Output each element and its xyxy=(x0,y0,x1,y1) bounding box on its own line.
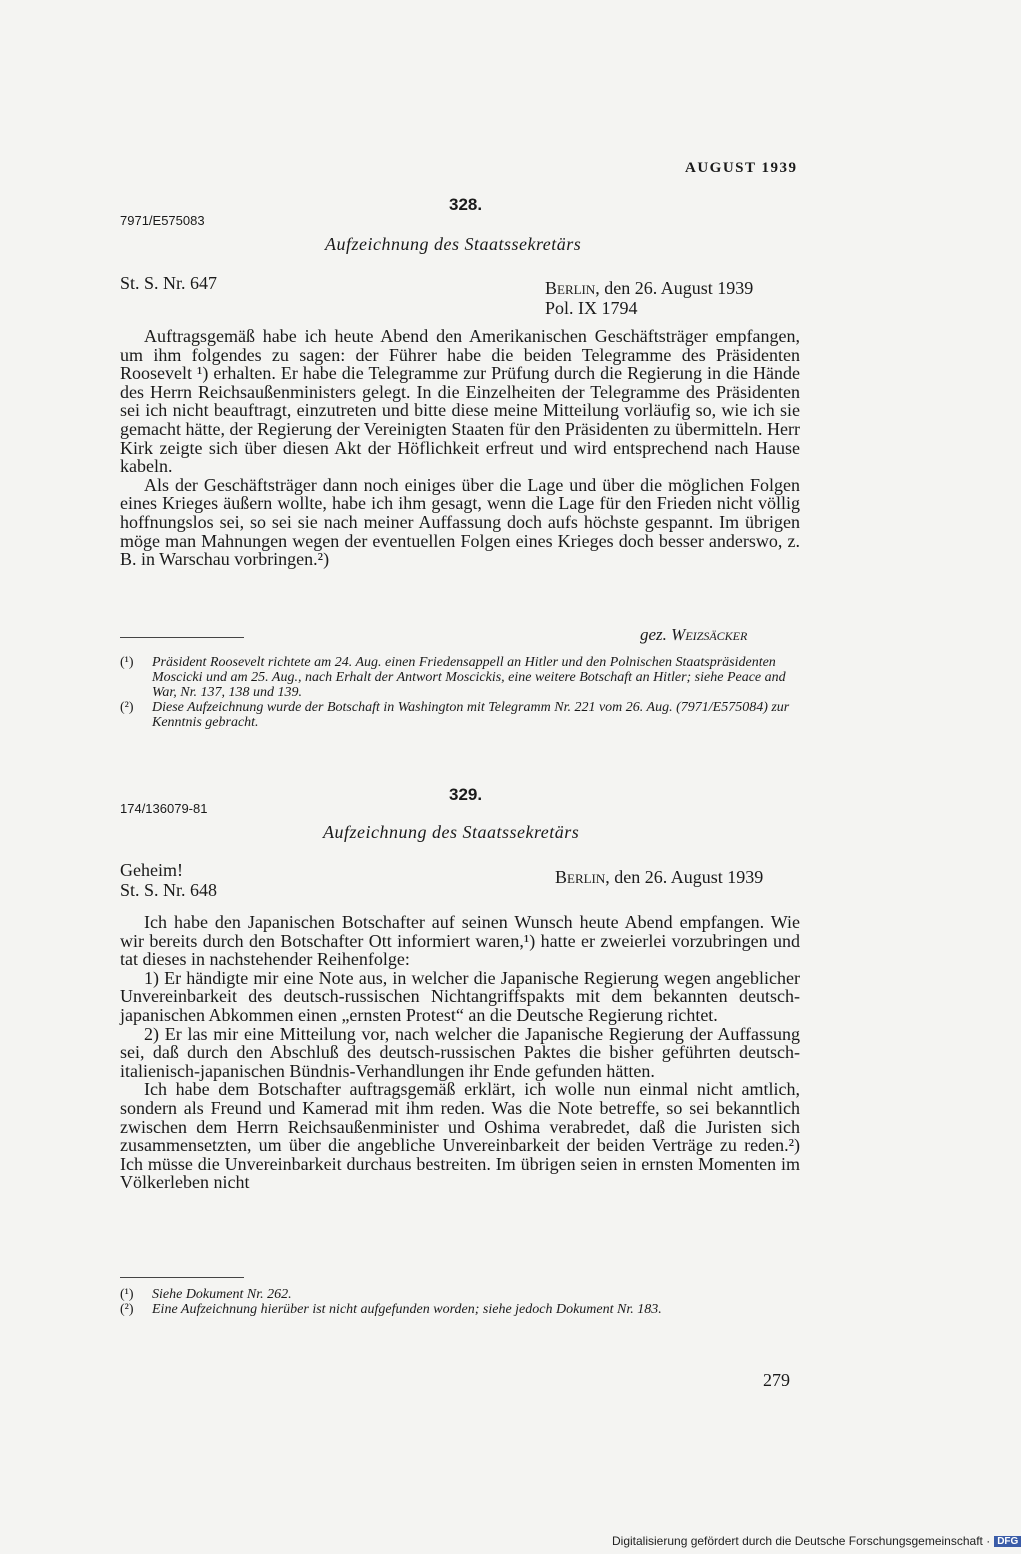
signature-name: Weizsäcker xyxy=(671,625,748,644)
body-text-329 xyxy=(120,913,800,1192)
date-line-329 xyxy=(555,867,763,887)
page-number: 279 xyxy=(763,1370,790,1390)
archive-reference-329: 174/136079-81 xyxy=(120,801,208,816)
filing-number-328: St. S. Nr. 647 xyxy=(120,273,218,293)
paragraph: Auftragsgemäß habe ich heute Abend den Amerikanischen Geschäftsträger empfangen, um ihm folgendes zu sagen: der Führer habe die beiden Telegramme des Präsidenten Roosevelt ¹) erhalten. Er habe die Telegramme zur Prüfung durch die Regierung in die Hände des Herrn Reichsaußenministers gelegt. In die Einzelheiten der Telegramme des Präsidenten sei ich nicht beauftragt, einzutreten und bitte diese meine Mitteilung vorläufig so, wie ich sie gemacht hätte, der Regierung der Vereinigten Staaten für den Präsidenten zu übermitteln. Herr Kirk zeigte sich über diesen Akt der Höflichkeit erfreut und wird entsprechend nach Hause kabeln. xyxy=(120,326,800,477)
footnote-mark: (¹) xyxy=(120,1287,134,1302)
footnote-text: Siehe Dokument Nr. 262. xyxy=(152,1287,292,1302)
place: Berlin xyxy=(545,278,596,298)
footnote-divider-328 xyxy=(120,637,244,638)
footnote-text: Diese Aufzeichnung wurde der Botschaft in Washington mit Telegramm Nr. 221 vom 26. Aug. (7971/E575084) zur Kenntnis gebracht. xyxy=(152,700,790,730)
signature-328 xyxy=(640,625,747,645)
footnote-1 xyxy=(120,655,810,700)
date: , den 26. August 1939 xyxy=(595,278,754,298)
footnote-text: Präsident Roosevelt richtete am 24. Aug. einen Friedensappell an Hitler und den Polnischen Staatspräsidenten Moscicki und am 25. Aug., nach Erhalt der Antwort Moscickis, eine weitere Botschaft an Hitler; siehe Peace and War, Nr. 137, 138 und 139. xyxy=(152,655,786,700)
place: Berlin xyxy=(555,867,606,887)
date: , den 26. August 1939 xyxy=(605,867,764,887)
footnotes-328 xyxy=(120,655,810,730)
classification: Geheim! xyxy=(120,860,183,880)
footnote-mark: (²) xyxy=(120,1302,134,1317)
footer-text: Digitalisierung gefördert durch die Deutsche Forschungsgemeinschaft · xyxy=(612,1534,991,1548)
footnote-2 xyxy=(120,1302,810,1317)
footnote-1 xyxy=(120,1287,810,1302)
footnote-2 xyxy=(120,700,810,730)
footnotes-329 xyxy=(120,1287,810,1317)
filing-number-329: St. S. Nr. 648 xyxy=(120,880,218,900)
paragraph: Ich habe dem Botschafter auftragsgemäß erklärt, ich wolle nun einmal nicht amtlich, sondern als Freund und Kamerad mit ihm reden. Was die Note betreffe, so sei bekanntlich zwischen dem Herrn Reichsaußenminister und Oshima verabredet, daß die Juristen sich zusammensetzten, um über die angebliche Unvereinbarkeit der beiden Verträge zu reden.²) Ich müsse die Unvereinbarkeit durchaus bestreiten. Im übrigen seien in ernsten Momenten im Völkerleben nicht xyxy=(120,1079,800,1193)
footnote-mark: (²) xyxy=(120,700,134,715)
signature-prefix: gez. xyxy=(640,625,667,644)
paragraph: 2) Er las mir eine Mitteilung vor, nach welcher die Japanische Regierung der Auffassung sei, daß durch den Abschluß des deutsch-russischen Paktes die bisher geführten deutsch-italienisch-japanischen Bündnis-Verhandlungen ihr Ende gefunden hätten. xyxy=(120,1023,800,1081)
document-number-329: 329. xyxy=(449,785,483,804)
digitization-footer xyxy=(612,1534,1021,1548)
paragraph: Als der Geschäftsträger dann noch einiges über die Lage und über die möglichen Folgen eines Krieges äußern wollte, habe ich ihm gesagt, wenn die Lage für den Frieden nicht völlig hoffnungslos sei, so sei sie nach meiner Auffassung doch aufs höchste gespannt. Im übrigen möge man Mahnungen wegen der eventuellen Folgen eines Krieges doch besser anderswo, z. B. in Warschau vorbringen.²) xyxy=(120,474,800,570)
running-head: AUGUST 1939 xyxy=(685,160,798,176)
dfg-logo: DFG xyxy=(994,1536,1021,1547)
paragraph: 1) Er händigte mir eine Note aus, in welcher die Japanische Regierung wegen angeblicher Unvereinbarkeit des deutsch-russischen Nichtangriffspakts mit dem bekannten deutsch-japanischen Abkommen einen „ernsten Protest“ an die Deutsche Regierung richtet. xyxy=(120,967,800,1025)
document-heading-329: Aufzeichnung des Staatssekretärs xyxy=(323,822,580,842)
archive-reference-328: 7971/E575083 xyxy=(120,213,205,228)
document-heading-328: Aufzeichnung des Staatssekretärs xyxy=(325,234,582,254)
document-number-328: 328. xyxy=(449,195,483,214)
footnote-mark: (¹) xyxy=(120,655,134,670)
political-reference-328: Pol. IX 1794 xyxy=(545,298,638,318)
date-line-328 xyxy=(545,278,753,298)
body-text-328 xyxy=(120,327,800,569)
footnote-text: Eine Aufzeichnung hierüber ist nicht aufgefunden worden; siehe jedoch Dokument Nr. 183. xyxy=(152,1302,662,1317)
paragraph: Ich habe den Japanischen Botschafter auf seinen Wunsch heute Abend empfangen. Wie wir bereits durch den Botschafter Ott informiert waren,¹) hatte er zweierlei vorzubringen und tat dieses in nachstehender Reihenfolge: xyxy=(120,912,800,970)
footnote-divider-329 xyxy=(120,1277,244,1278)
